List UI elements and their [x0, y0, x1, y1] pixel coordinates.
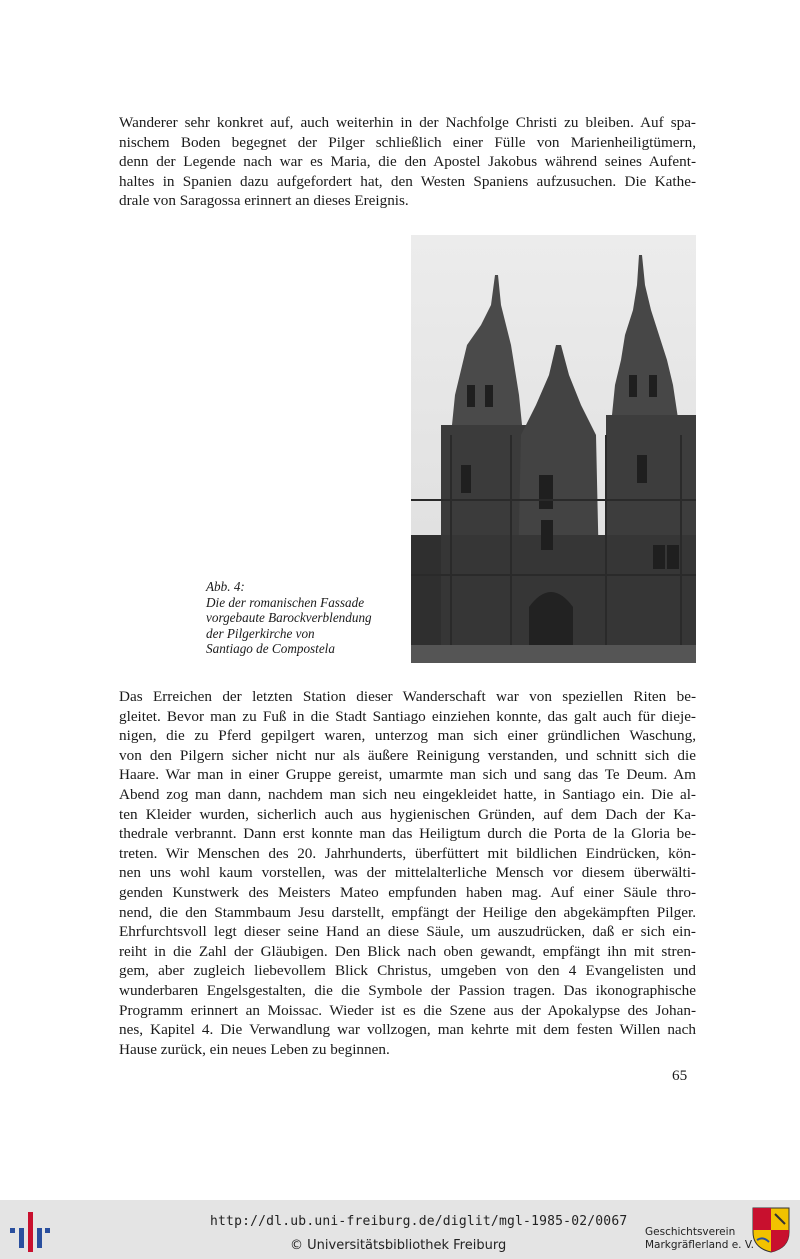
- text-line: nes, Kapitel 4. Die Verwandlung war vollzogen, man kehrte mit dem festen Willen nach: [119, 1021, 696, 1039]
- text-line: Programm erinnert an Moissac. Wieder ist es die Szene aus der Apokalypse des Johan-: [119, 1001, 696, 1019]
- text-line: Ehrfurchtsvoll legt dieser seine Hand an diese Säule, um auszudrücken, daß er sich ein-: [119, 923, 696, 941]
- text-line: treten. Wir Menschen des 20. Jahrhunderts, überfüttert mit bildlichen Eindrücken, kön-: [119, 844, 696, 862]
- paragraph-1: [119, 113, 696, 211]
- text-line: wunderbaren Engelsgestalten, die die Symbole der Passion tragen. Das ikonographische: [119, 981, 696, 999]
- text-line: von den Pilgern sicher nicht nur als äußere Reinigung verstanden, und schnitt sich die: [119, 746, 696, 764]
- text-line: nischem Boden begegnet der Pilger schließlich einer Fülle von Marienheiligtümern,: [119, 133, 696, 151]
- text-line: Hause zurück, ein neues Leben zu beginnen.: [119, 1040, 390, 1058]
- cathedral-photo: [411, 235, 696, 663]
- text-line: Wanderer sehr konkret auf, auch weiterhin in der Nachfolge Christi zu bleiben. Auf spa-: [119, 114, 696, 131]
- caption-line: vorgebaute Barockverblendung: [206, 610, 372, 626]
- society-line: Markgräflerland e. V.: [645, 1238, 755, 1251]
- text-line: Abend zog man dann, nachdem man sich neu eingekleidet hatte, in Santiago ein. Die al-: [119, 785, 696, 803]
- copyright-text: © Universitätsbibliothek Freiburg: [290, 1238, 507, 1253]
- document-url-link[interactable]: http://dl.ub.uni-freiburg.de/diglit/mgl-1985-02/0067: [210, 1214, 628, 1229]
- viewer-footer: [0, 1200, 800, 1259]
- society-line: Geschichtsverein: [645, 1226, 736, 1238]
- coat-of-arms-icon[interactable]: [751, 1206, 791, 1253]
- ub-freiburg-logo-icon[interactable]: [10, 1210, 50, 1254]
- text-line: Haare. War man in einer Gruppe gereist, umarmte man sich und sang das Te Deum. Am: [119, 766, 696, 784]
- caption-line: der Pilgerkirche von: [206, 625, 315, 641]
- text-line: gleitet. Bevor man zu Fuß in die Stadt Santiago einziehen konnte, das galt auch für dieje-: [119, 707, 696, 725]
- text-line: genden Kunstwerk des Meisters Mateo empfunden haben mag. Auf einer Säule thro-: [119, 883, 696, 901]
- text-line: Das Erreichen der letzten Station dieser Wanderschaft war von speziellen Riten be-: [119, 688, 696, 705]
- text-line: nen uns wohl kaum vorstellen, was der mittelalterliche Mensch vor diesem überwälti-: [119, 864, 696, 882]
- page-number: 65: [672, 1067, 688, 1084]
- cathedral-illustration: [411, 235, 696, 663]
- text-line: reiht in die Zahl der Gläubigen. Den Blick nach oben gewandt, empfängt ihn mit stren-: [119, 942, 696, 960]
- figure-caption: [206, 579, 406, 657]
- caption-line: Die der romanischen Fassade: [206, 594, 365, 610]
- caption-label: Abb. 4:: [206, 579, 245, 594]
- text-line: drale von Saragossa erinnert an dieses Ereignis.: [119, 192, 409, 210]
- text-line: ten Kleider wurden, sicherlich auch aus hygienischen Gründen, auf dem Dach der Ka-: [119, 805, 696, 823]
- text-line: denn der Legende nach war es Maria, die den Apostel Jakobus während seines Aufent-: [119, 153, 696, 171]
- text-line: haltes in Spanien dazu aufgefordert hat, den Westen Spaniens aufzusuchen. Die Kathe-: [119, 172, 696, 190]
- caption-line: Santiago de Compostela: [206, 641, 335, 657]
- paragraph-2: [119, 687, 696, 1059]
- text-line: thedrale verbrannt. Dann erst konnte man das Heiligtum durch die Porta de la Gloria be-: [119, 825, 696, 843]
- text-line: gem, aber zugleich liebevollem Blick Christus, umgeben von den 4 Evangelisten und: [119, 962, 696, 980]
- text-line: nigen, die zu Pferd gepilgert waren, unterzog man sich einer gründlichen Waschung,: [119, 727, 696, 745]
- text-line: nend, die den Stammbaum Jesu darstellt, empfängt der Heilige den abgekämpften Pilger.: [119, 903, 696, 921]
- society-name: [645, 1226, 754, 1251]
